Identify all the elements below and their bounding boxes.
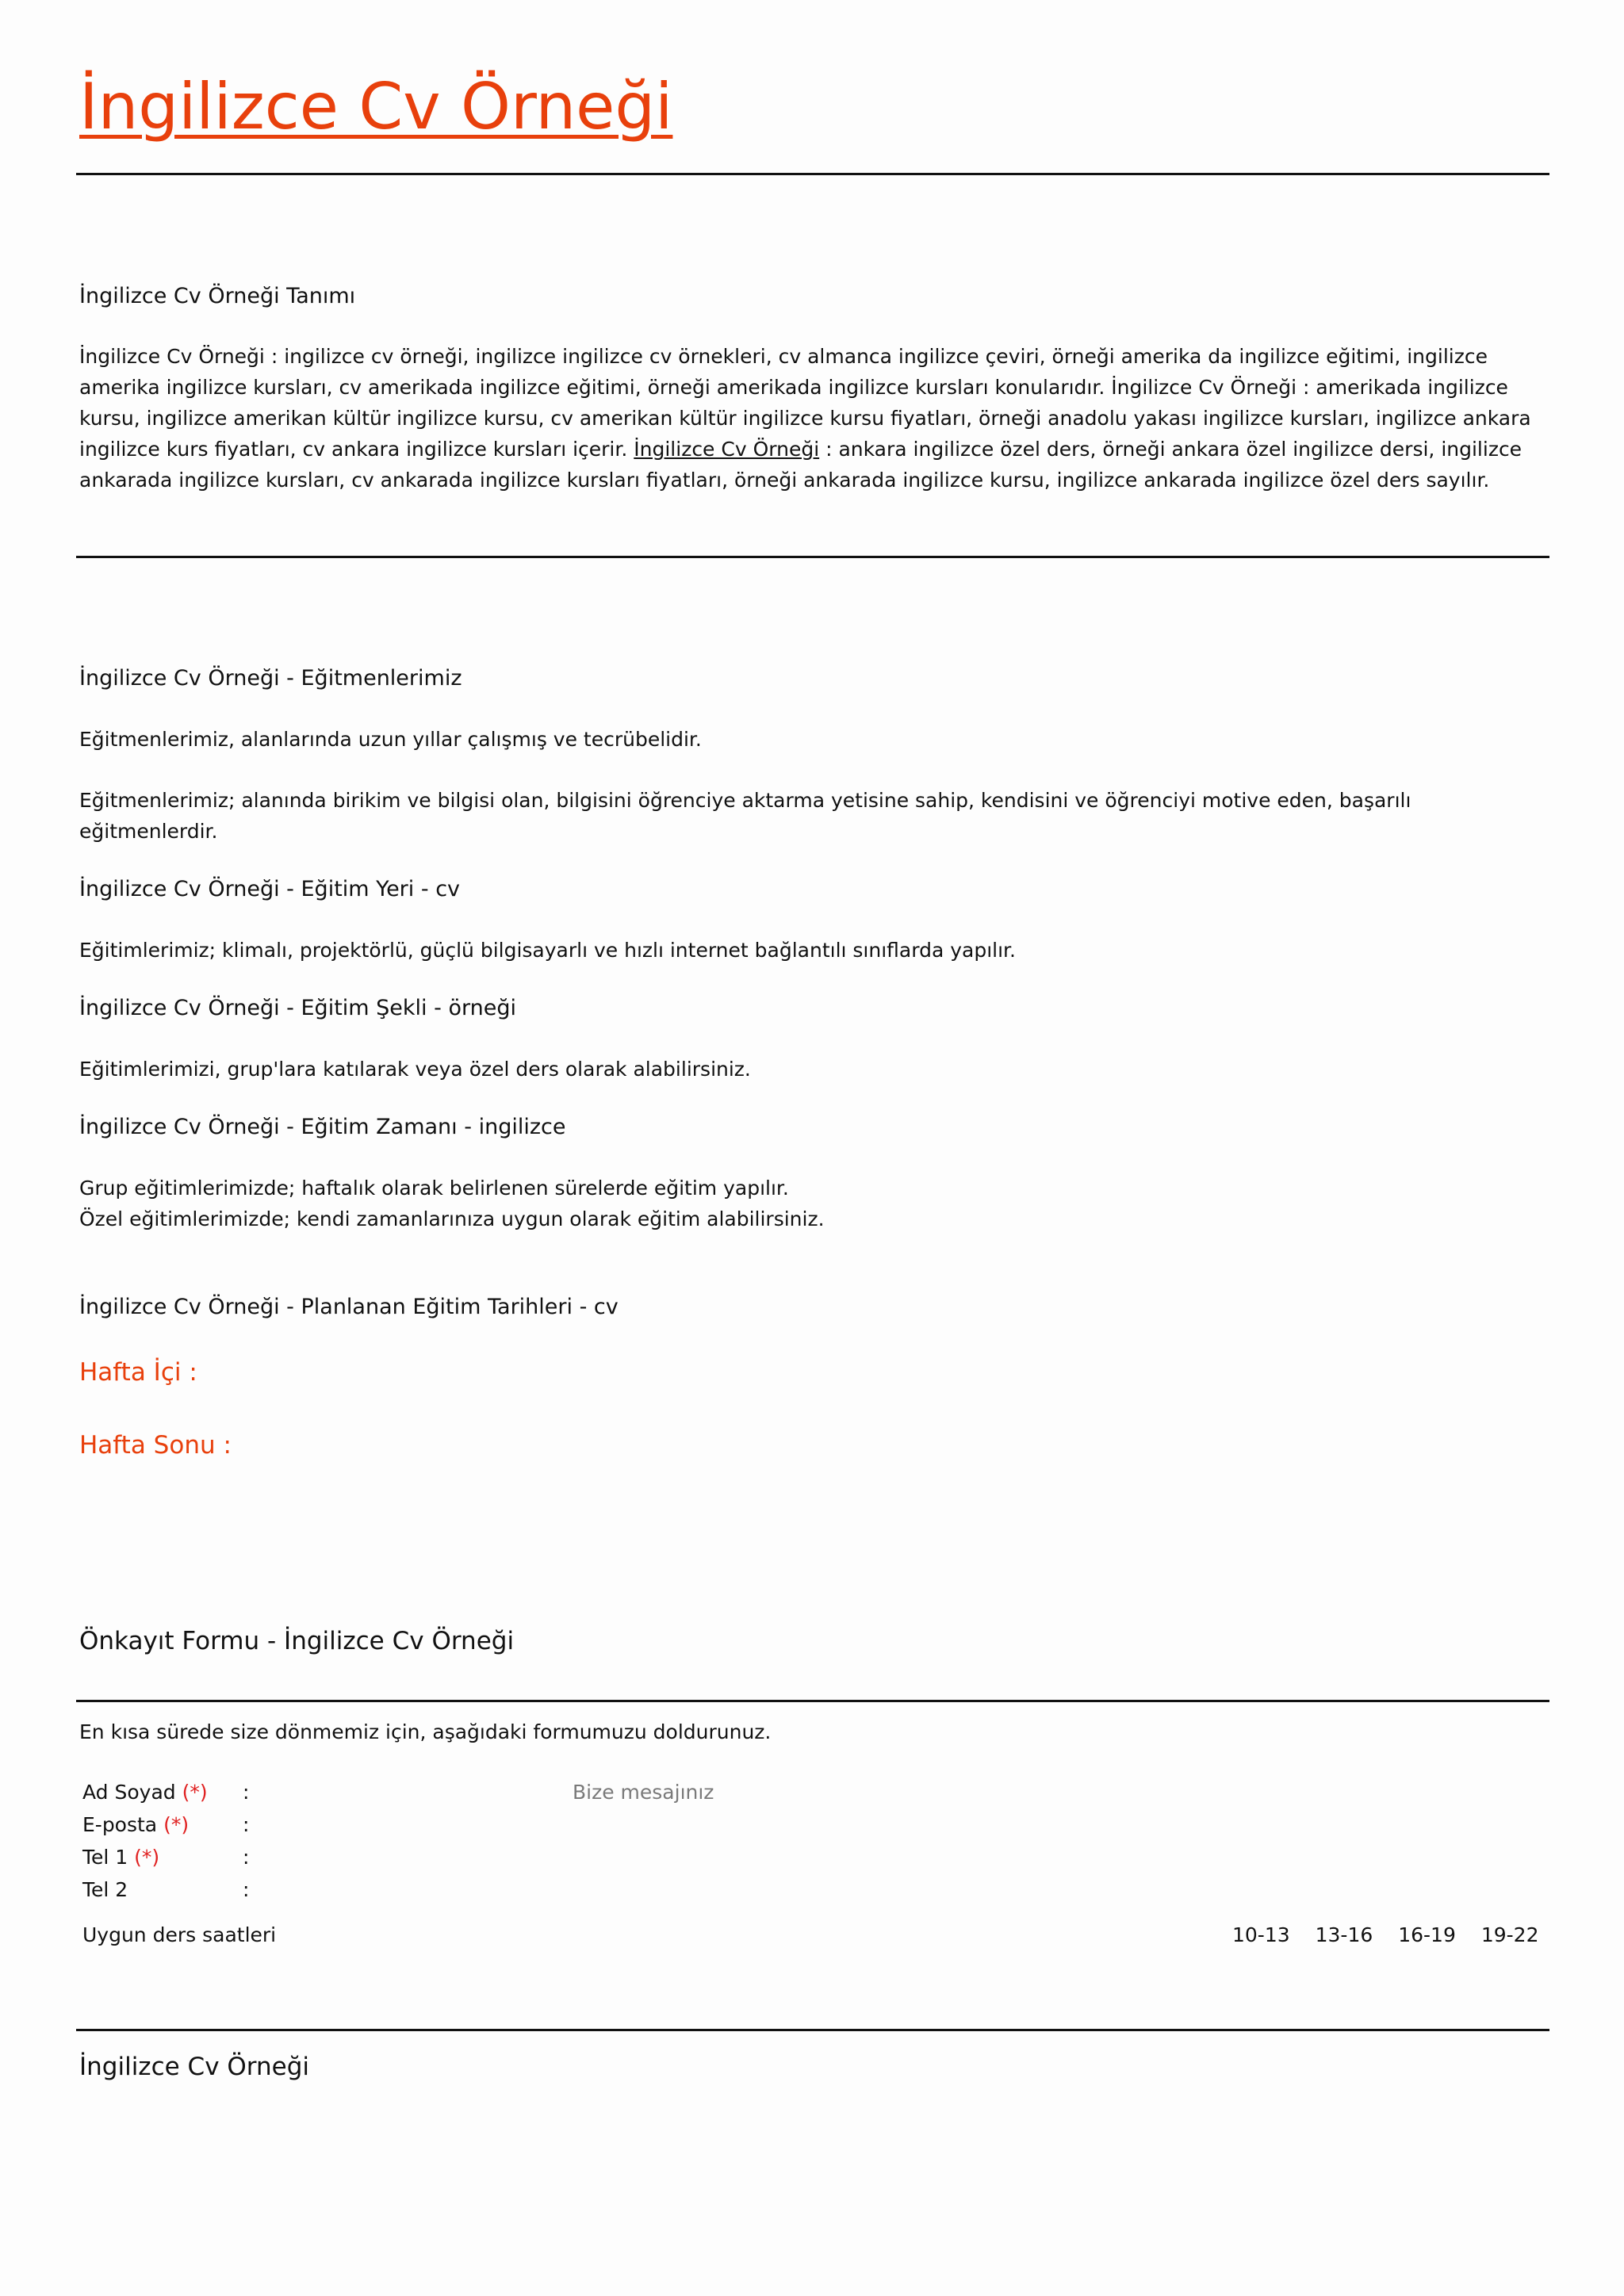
intro-paragraph: [79, 341, 1546, 496]
email-input[interactable]: [273, 1812, 606, 1839]
time-slot-19-22[interactable]: 19-22: [1480, 1923, 1539, 1946]
email-label: E-posta (*): [82, 1813, 190, 1836]
required-mark: (*): [182, 1781, 208, 1804]
time-slot-13-16[interactable]: 13-16: [1315, 1923, 1373, 1946]
intro-text-after: : ankara ingilizce özel ders, örneği ankara özel ingilizce dersi, ingilizce ankarada ingilizce kursları, cv ankarada ingilizce kursları fiyatları, örneği ankarada ingilizce kursu, ingilizce ankarada ingilizce özel ders sayılır.: [79, 438, 1522, 492]
intro-heading: İngilizce Cv Örneği Tanımı: [79, 284, 356, 308]
time-slot-10-13[interactable]: 10-13: [1232, 1923, 1290, 1946]
format-paragraph: Eğitimlerimizi, grup'lara katılarak veya özel ders olarak alabilirsiniz.: [79, 1058, 751, 1081]
required-mark: (*): [134, 1846, 160, 1869]
time-slot-list: [1232, 1920, 1538, 1950]
time-line-1: Grup eğitimlerimizde; haftalık olarak belirlenen sürelerde eğitim yapılır.: [79, 1177, 789, 1200]
footer-title: İngilizce Cv Örneği: [79, 2053, 310, 2081]
tel2-label: Tel 2: [82, 1878, 128, 1901]
tel1-label: Tel 1 (*): [82, 1846, 160, 1869]
weekday-label: Hafta İçi :: [79, 1358, 197, 1387]
time-heading: İngilizce Cv Örneği - Eğitim Zamanı - ingilizce: [79, 1115, 566, 1139]
colon: :: [243, 1813, 250, 1836]
form-intro: En kısa sürede size dönmemiz için, aşağıdaki formumuzu doldurunuz.: [79, 1720, 772, 1743]
colon: :: [243, 1878, 250, 1901]
time-slot-16-19[interactable]: 16-19: [1398, 1923, 1456, 1946]
dates-heading: İngilizce Cv Örneği - Planlanan Eğitim Tarihleri - cv: [79, 1295, 619, 1319]
tel2-input[interactable]: [273, 1877, 606, 1904]
form-title: Önkayıt Formu - İngilizce Cv Örneği: [79, 1627, 515, 1655]
hours-label: Uygun ders saatleri: [82, 1923, 277, 1946]
location-heading: İngilizce Cv Örneği - Eğitim Yeri - cv: [79, 877, 461, 901]
divider: [76, 2029, 1549, 2031]
colon: :: [243, 1781, 250, 1804]
colon: :: [243, 1846, 250, 1869]
name-label: Ad Soyad (*): [82, 1781, 208, 1804]
required-mark: (*): [163, 1813, 190, 1836]
divider: [76, 556, 1549, 558]
location-paragraph: Eğitimlerimiz; klimalı, projektörlü, güçlü bilgisayarlı ve hızlı internet bağlantılı sınıflarda yapılır.: [79, 939, 1016, 962]
instructors-paragraph-1: Eğitmenlerimiz, alanlarında uzun yıllar çalışmış ve tecrübelidir.: [79, 728, 702, 751]
tel1-input[interactable]: [273, 1844, 606, 1871]
weekend-label: Hafta Sonu :: [79, 1431, 232, 1460]
format-heading: İngilizce Cv Örneği - Eğitim Şekli - örneği: [79, 996, 516, 1020]
instructors-heading: İngilizce Cv Örneği - Eğitmenlerimiz: [79, 666, 462, 691]
intro-link[interactable]: İngilizce Cv Örneği: [634, 438, 820, 461]
divider: [76, 173, 1549, 175]
divider: [76, 1700, 1549, 1702]
page-title[interactable]: İngilizce Cv Örneği: [79, 70, 673, 144]
name-input[interactable]: [273, 1779, 606, 1806]
intro-text-before: İngilizce Cv Örneği : ingilizce cv örneği, ingilizce ingilizce cv örnekleri, cv almanca ingilizce çeviri, örneği amerika da ingilizce eğitimi, ingilizce amerika ingilizce kursları, cv amerikada ingilizce eğitimi, örneği amerikada ingilizce kursları konularıdır. İngilizce Cv Örneği : amerikada ingilizce kursu, ingilizce amerikan kültür ingilizce kursu, cv amerikan kültür ingilizce kursu fiyatları, örneği anadolu yakası ingilizce kursları, ingilizce ankara ingilizce kurs fiyatları, cv ankara ingilizce kursları içerir.: [79, 345, 1531, 461]
message-textarea[interactable]: [573, 1777, 1017, 1896]
time-line-2: Özel eğitimlerimizde; kendi zamanlarınıza uygun olarak eğitim alabilirsiniz.: [79, 1207, 825, 1230]
instructors-paragraph-2: Eğitmenlerimiz; alanında birikim ve bilgisi olan, bilgisini öğrenciye aktarma yetisine sahip, kendisini ve öğrenciyi motive eden, başarılı eğitmenlerdir.: [79, 789, 1411, 843]
